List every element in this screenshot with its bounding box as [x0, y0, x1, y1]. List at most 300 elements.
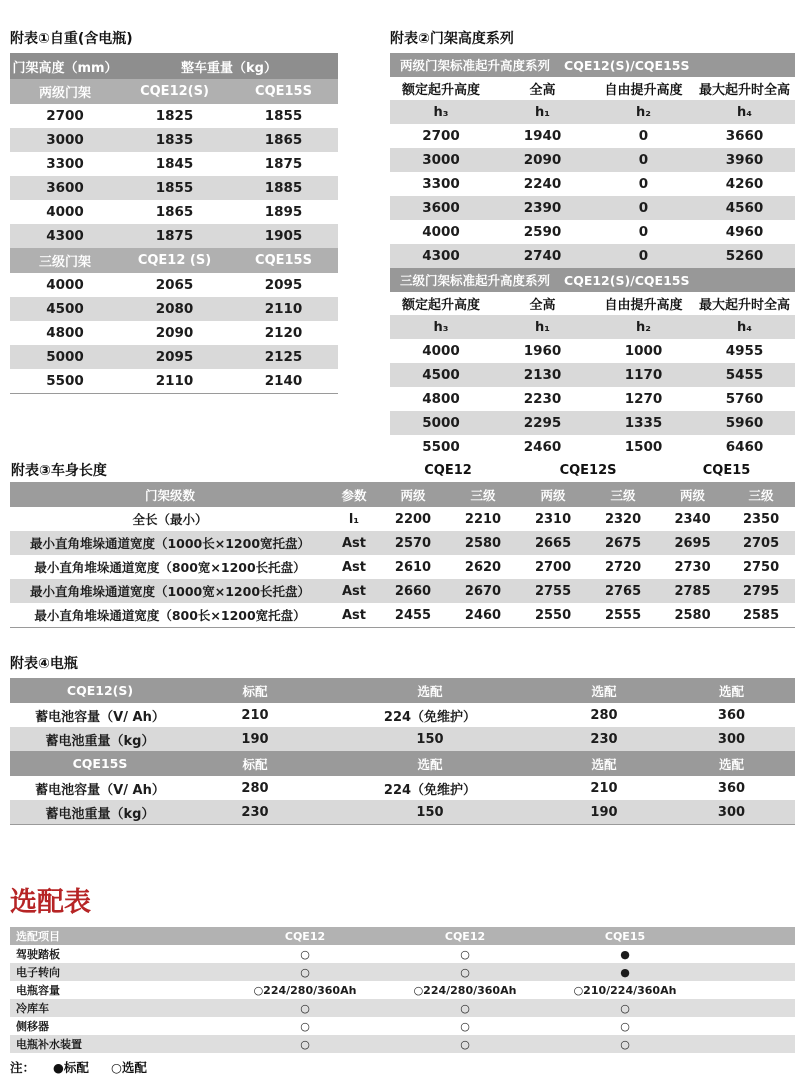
table-cell: 3000: [390, 148, 492, 172]
table-cell: ○: [540, 1035, 710, 1053]
table-row: [10, 200, 338, 224]
table4-sec1-rows: [10, 703, 795, 751]
table-cell: 4000: [46, 204, 84, 220]
table-cell: 4000: [422, 224, 460, 240]
table-cell: ●: [620, 947, 630, 961]
table-cell: 4955: [725, 343, 764, 359]
header-cell: CQE15S: [229, 79, 338, 104]
model-group-label: CQE12S: [518, 458, 658, 482]
table-cell: 5260: [694, 244, 795, 268]
table-cell: 2065: [155, 277, 194, 293]
table-row: [390, 411, 795, 435]
table-cell: 2090: [492, 148, 593, 172]
table-cell: 两级: [658, 482, 727, 507]
table-cell: [710, 927, 795, 945]
table-cell: 额定起升高度: [390, 77, 492, 100]
table-cell: Ast: [330, 531, 378, 555]
table-cell: 300: [668, 800, 795, 825]
table-cell: 2585: [742, 607, 780, 623]
table-cell: 4000: [46, 277, 84, 293]
table-row: [10, 776, 795, 800]
table-row: [10, 579, 795, 603]
table-row: [10, 152, 338, 176]
table-cell: 2785: [658, 579, 727, 603]
table-row: [390, 220, 795, 244]
table-cell: 1845: [155, 156, 194, 172]
table-cell: 2320: [604, 511, 642, 527]
table-cell: 2095: [264, 277, 303, 293]
table-cell: 电瓶补水装置: [10, 1035, 220, 1053]
table-cell: 全高: [492, 77, 593, 100]
table-cell: 2210: [464, 511, 502, 527]
table-cell: CQE12: [220, 927, 390, 945]
table-cell: 1885: [229, 176, 338, 200]
table4-sec2-rows: [10, 776, 795, 825]
table-cell: 3300: [422, 176, 460, 192]
table2-sec1-rows: [390, 124, 795, 268]
model-group-label: CQE15: [658, 458, 795, 482]
table-cell: 2580: [448, 531, 518, 555]
table4-sec2-band: [10, 751, 795, 776]
table2-sec2-rows: [390, 339, 795, 460]
legend-note: [10, 1058, 795, 1076]
table2-sec2-band: [390, 268, 795, 292]
table-cell: 1170: [593, 363, 694, 387]
table-row: [10, 1035, 795, 1053]
table-cell: 4000: [422, 343, 460, 359]
table-cell: 1335: [593, 411, 694, 435]
table-cell: h₄: [694, 315, 795, 339]
table2-sec2-colhead: [390, 292, 795, 315]
table-row: [10, 176, 338, 200]
table-header-row: [10, 53, 338, 79]
section-band-row: [390, 268, 795, 292]
band-model: CQE12(S)/CQE15S: [564, 58, 690, 73]
table-cell: 300: [668, 727, 795, 751]
header-cell: 门架高度（mm）: [10, 53, 120, 79]
table-cell: 自由提升高度: [593, 77, 694, 100]
table-cell: 1875: [120, 224, 229, 248]
table3-body-length: [10, 458, 795, 628]
table-cell: 最小直角堆垛通道宽度（800宽×1200长托盘）: [34, 560, 306, 575]
table-row: [390, 196, 795, 220]
table-row: [390, 172, 795, 196]
table-cell: 2695: [658, 531, 727, 555]
table-cell: ○224/280/360Ah: [253, 983, 357, 997]
table-cell: 电子转向: [10, 963, 220, 981]
table-cell: ○: [390, 1035, 540, 1053]
band-cell: 选配: [540, 751, 668, 776]
band-cell: 标配: [190, 751, 320, 776]
table-row: [10, 555, 795, 579]
table-cell: 三级: [448, 482, 518, 507]
table-cell: 150: [320, 800, 540, 825]
table-cell: 2675: [588, 531, 658, 555]
table-cell: 2555: [604, 607, 642, 623]
table-cell: 360: [717, 707, 746, 723]
table-cell: 5500: [422, 439, 460, 455]
table-cell: 5960: [694, 411, 795, 435]
table-cell: 360: [717, 780, 746, 796]
table-row: [390, 124, 795, 148]
band-cell: [390, 53, 795, 77]
table-row: [10, 273, 338, 297]
table-cell: 1905: [229, 224, 338, 248]
table-cell: 2705: [727, 531, 795, 555]
table-cell: Ast: [330, 579, 378, 603]
table-cell: 5000: [390, 411, 492, 435]
table-cell: 全长（最小）: [132, 512, 208, 527]
table-cell: 4800: [46, 325, 84, 341]
table-cell: 1865: [155, 204, 194, 220]
table-row: [10, 1017, 795, 1035]
table-cell: 2795: [727, 579, 795, 603]
table-cell: 4300: [10, 224, 120, 248]
table-cell: ○: [390, 999, 540, 1017]
table-cell: 2120: [264, 325, 303, 341]
table-row: [390, 363, 795, 387]
table-row: [390, 387, 795, 411]
table-cell: 1500: [624, 439, 663, 455]
table-cell: 2550: [534, 607, 572, 623]
table-cell: 侧移器: [16, 1020, 49, 1033]
table-cell: 蓄电池重量（kg）: [10, 727, 190, 751]
table-cell: 1865: [229, 128, 338, 152]
band-cell: 选配: [320, 751, 540, 776]
table-row: [390, 435, 795, 460]
table1-triplex-header: [10, 248, 338, 273]
band-label: 两级门架标准起升高度系列: [400, 58, 551, 73]
table1-weight: [10, 53, 338, 394]
table-row: [390, 292, 795, 315]
table-cell: 230: [540, 727, 668, 751]
table-cell: 2620: [464, 559, 502, 575]
table1-weight-section: [10, 31, 338, 394]
table-row: [10, 297, 338, 321]
band-model: CQE12(S)/CQE15S: [564, 273, 690, 288]
table-cell: 230: [190, 800, 320, 825]
table-cell: 6460: [725, 439, 764, 455]
table3-body-length-section: [10, 458, 795, 628]
table-cell: 4500: [10, 297, 120, 321]
table4-title: 附表④电瓶: [10, 656, 78, 672]
options-header-row: [10, 927, 795, 945]
section-band-row: [10, 678, 795, 703]
table-cell: 280: [241, 780, 269, 796]
table-cell: 0: [593, 148, 694, 172]
table-cell: 2110: [155, 373, 194, 389]
table-cell: 最小直角堆垛通道宽度（800长×1200宽托盘）: [34, 608, 306, 623]
table-cell: 2570: [378, 531, 448, 555]
table-cell: 1895: [264, 204, 303, 220]
table-cell: 最小直角堆垛通道宽度（1000长×1200宽托盘）: [10, 531, 330, 555]
model-group-label: CQE12: [378, 458, 518, 482]
table3-title: 附表③车身长度: [10, 458, 378, 482]
table-cell: 2460: [464, 607, 502, 623]
table-row: [10, 963, 795, 981]
table-cell: 4260: [725, 176, 764, 192]
table-cell: 3960: [694, 148, 795, 172]
table-cell: Ast: [342, 559, 367, 575]
table-cell: 4960: [725, 224, 764, 240]
table-cell: 参数: [330, 482, 378, 507]
table2-sec2-symbols: [390, 315, 795, 339]
band-model: CQE12(S): [10, 678, 190, 703]
table-cell: 2090: [155, 325, 194, 341]
table-cell: 4560: [694, 196, 795, 220]
table-cell: ○: [220, 999, 390, 1017]
table-cell: ●: [540, 963, 710, 981]
table-cell: 4500: [390, 363, 492, 387]
table-row: [10, 999, 795, 1017]
table-row: [10, 703, 795, 727]
table-row: [10, 927, 795, 945]
table-row: [10, 603, 795, 628]
table2-sec1-symbols: [390, 100, 795, 124]
table-cell: 2730: [674, 559, 711, 575]
table-cell: 2310: [534, 511, 572, 527]
table-cell: ○: [460, 947, 470, 961]
table-row: [390, 339, 795, 363]
table4-battery: [10, 678, 795, 825]
table-cell: 190: [190, 727, 320, 751]
table-cell: 0: [638, 176, 649, 192]
table-cell: 最大起升时全高: [694, 77, 795, 100]
header-cell: CQE12 (S): [120, 248, 229, 273]
table-subheader-row: [10, 248, 338, 273]
table-subheader-row: [10, 79, 338, 104]
legend-standard: ●标配: [53, 1060, 89, 1075]
table-row: [10, 345, 338, 369]
table-cell: 3300: [46, 156, 84, 172]
header-cell: 三级门架: [10, 248, 120, 273]
options-title: 选配表: [10, 887, 91, 918]
table-cell: 2750: [742, 559, 780, 575]
table-cell: Ast: [342, 607, 367, 623]
band-cell: 选配: [668, 751, 795, 776]
table-cell: 蓄电池容量（V/ Ah）: [35, 782, 165, 798]
table-cell: 2755: [518, 579, 588, 603]
table-cell: 224（免维护）: [383, 709, 477, 725]
table2-mast-height-section: [390, 31, 795, 460]
table-cell: 2610: [394, 559, 432, 575]
table-cell: 自由提升高度: [593, 292, 694, 315]
table-cell: ○: [620, 1019, 630, 1033]
table-cell: 1825: [155, 108, 194, 124]
table2-sec1-band: [390, 53, 795, 77]
table-cell: 蓄电池容量（V/ Ah）: [35, 709, 165, 725]
table-row: [10, 321, 338, 345]
table-cell: 5500: [46, 373, 84, 389]
header-cell: 两级门架: [10, 79, 120, 104]
table-cell: 3660: [725, 128, 764, 144]
table-cell: 210: [590, 780, 618, 796]
table-cell: 2580: [674, 607, 711, 623]
table-cell: 150: [320, 727, 540, 751]
table1-headers: [10, 53, 338, 104]
table-cell: 2700: [534, 559, 572, 575]
table-cell: 5000: [10, 345, 120, 369]
table-cell: h₁: [492, 315, 593, 339]
table-cell: 2230: [523, 391, 562, 407]
table4-battery-section: [10, 656, 795, 825]
table-cell: 2740: [492, 244, 593, 268]
table2-sec1-colhead: [390, 77, 795, 100]
table-cell: [710, 981, 795, 999]
table-cell: [710, 945, 795, 963]
table-cell: 0: [593, 244, 694, 268]
table-row: [10, 981, 795, 999]
table-row: [10, 104, 338, 128]
table-row: [10, 945, 795, 963]
table-cell: 2110: [229, 297, 338, 321]
table-cell: CQE12: [390, 927, 540, 945]
table-cell: 3600: [390, 196, 492, 220]
table-cell: 4300: [390, 244, 492, 268]
legend-optional: ○选配: [110, 1060, 147, 1075]
table-cell: 电瓶容量: [16, 984, 60, 997]
options-rows: [10, 945, 795, 1053]
band-model: CQE15S: [10, 751, 190, 776]
table-row: [10, 369, 338, 394]
table-cell: 额定起升高度: [390, 292, 492, 315]
table-cell: ○210/224/360Ah: [573, 983, 677, 997]
band-cell: 选配: [668, 678, 795, 703]
table-cell: 190: [540, 800, 668, 825]
table-cell: l₁: [348, 511, 360, 527]
table-cell: 4800: [422, 391, 460, 407]
table-cell: 选配项目: [10, 927, 220, 945]
table-cell: 冷库车: [10, 999, 220, 1017]
table-cell: 0: [638, 224, 649, 240]
table-cell: 2390: [492, 196, 593, 220]
table-cell: h₃: [390, 100, 492, 124]
table-row: [10, 482, 795, 507]
header-cell: CQE12(S): [120, 79, 229, 104]
options-table: [10, 927, 795, 1053]
table-cell: ○: [220, 963, 390, 981]
table-cell: 2340: [674, 511, 711, 527]
table-row: [10, 800, 795, 825]
table-cell: 驾驶踏板: [16, 948, 60, 961]
table-cell: ○224/280/360Ah: [413, 983, 517, 997]
table-cell: 2590: [523, 224, 562, 240]
table-row: [390, 315, 795, 339]
header-cell: 整车重量（kg）: [120, 53, 338, 79]
table-cell: 两级: [518, 482, 588, 507]
table-cell: 1940: [523, 128, 562, 144]
table-cell: 2700: [46, 108, 84, 124]
table-cell: CQE15: [540, 927, 710, 945]
table-cell: ○: [540, 999, 710, 1017]
header-cell: CQE15S: [229, 248, 338, 273]
table-cell: 3000: [10, 128, 120, 152]
table-cell: [710, 963, 795, 981]
table-row: [390, 148, 795, 172]
table-cell: 3600: [10, 176, 120, 200]
table-cell: 2455: [394, 607, 432, 623]
band-cell: 选配: [540, 678, 668, 703]
table-cell: 0: [638, 128, 649, 144]
table-cell: 2095: [120, 345, 229, 369]
table1-title: 附表①自重(含电瓶): [10, 31, 133, 47]
table-cell: 2700: [422, 128, 460, 144]
table-cell: 2350: [742, 511, 780, 527]
table-cell: 1835: [120, 128, 229, 152]
table-cell: h₁: [492, 100, 593, 124]
table2-mast-height: [390, 53, 795, 460]
table-cell: h₄: [694, 100, 795, 124]
table-cell: 2140: [264, 373, 303, 389]
table-cell: h₂: [593, 315, 694, 339]
table-cell: 2125: [229, 345, 338, 369]
table-cell: 5760: [725, 391, 764, 407]
table2-title: 附表②门架高度系列: [390, 31, 514, 47]
table-cell: ○: [390, 963, 540, 981]
table-cell: 2080: [120, 297, 229, 321]
table-cell: 蓄电池重量（kg）: [10, 800, 190, 825]
table-cell: 0: [593, 196, 694, 220]
table-cell: 2765: [588, 579, 658, 603]
band-cell: 标配: [190, 678, 320, 703]
table-row: [10, 531, 795, 555]
note-label: 注：: [10, 1060, 36, 1075]
table-row: [390, 244, 795, 268]
table1-triplex-rows: [10, 273, 338, 394]
band-cell: 选配: [320, 678, 540, 703]
table3-rows: [10, 507, 795, 628]
table-cell: h₂: [593, 100, 694, 124]
section-band-row: [390, 53, 795, 77]
table-cell: 最小直角堆垛通道宽度（1000宽×1200长托盘）: [10, 579, 330, 603]
table-row: [390, 100, 795, 124]
table-cell: 2665: [518, 531, 588, 555]
table-cell: 1855: [120, 176, 229, 200]
table1-duplex-rows: [10, 104, 338, 248]
table-cell: 2670: [448, 579, 518, 603]
table-cell: 280: [590, 707, 618, 723]
table-row: [10, 224, 338, 248]
table3-header-row: [10, 482, 795, 507]
table-cell: ○: [300, 947, 310, 961]
table-cell: 2460: [523, 439, 562, 455]
table-cell: 1270: [624, 391, 663, 407]
table-cell: 三级: [727, 482, 795, 507]
table-cell: 2200: [394, 511, 432, 527]
table3-group-row: [10, 458, 795, 482]
table-cell: 2240: [523, 176, 562, 192]
table-cell: 2660: [378, 579, 448, 603]
options-section: [10, 888, 795, 1076]
table-cell: [710, 1035, 795, 1053]
band-label: 三级门架标准起升高度系列: [400, 273, 551, 288]
table-cell: 1960: [523, 343, 562, 359]
table-cell: [710, 1017, 795, 1035]
table-cell: ○: [460, 1019, 470, 1033]
table-cell: 三级: [588, 482, 658, 507]
table-cell: 5455: [694, 363, 795, 387]
table4-sec1-band: [10, 678, 795, 703]
table-row: [390, 77, 795, 100]
model-group-row: [10, 458, 795, 482]
table-cell: 1855: [264, 108, 303, 124]
table-cell: ○: [300, 1019, 310, 1033]
table-row: [10, 128, 338, 152]
table-row: [10, 507, 795, 531]
section-band-row: [10, 751, 795, 776]
table-cell: 2130: [492, 363, 593, 387]
table-cell: 两级: [378, 482, 448, 507]
